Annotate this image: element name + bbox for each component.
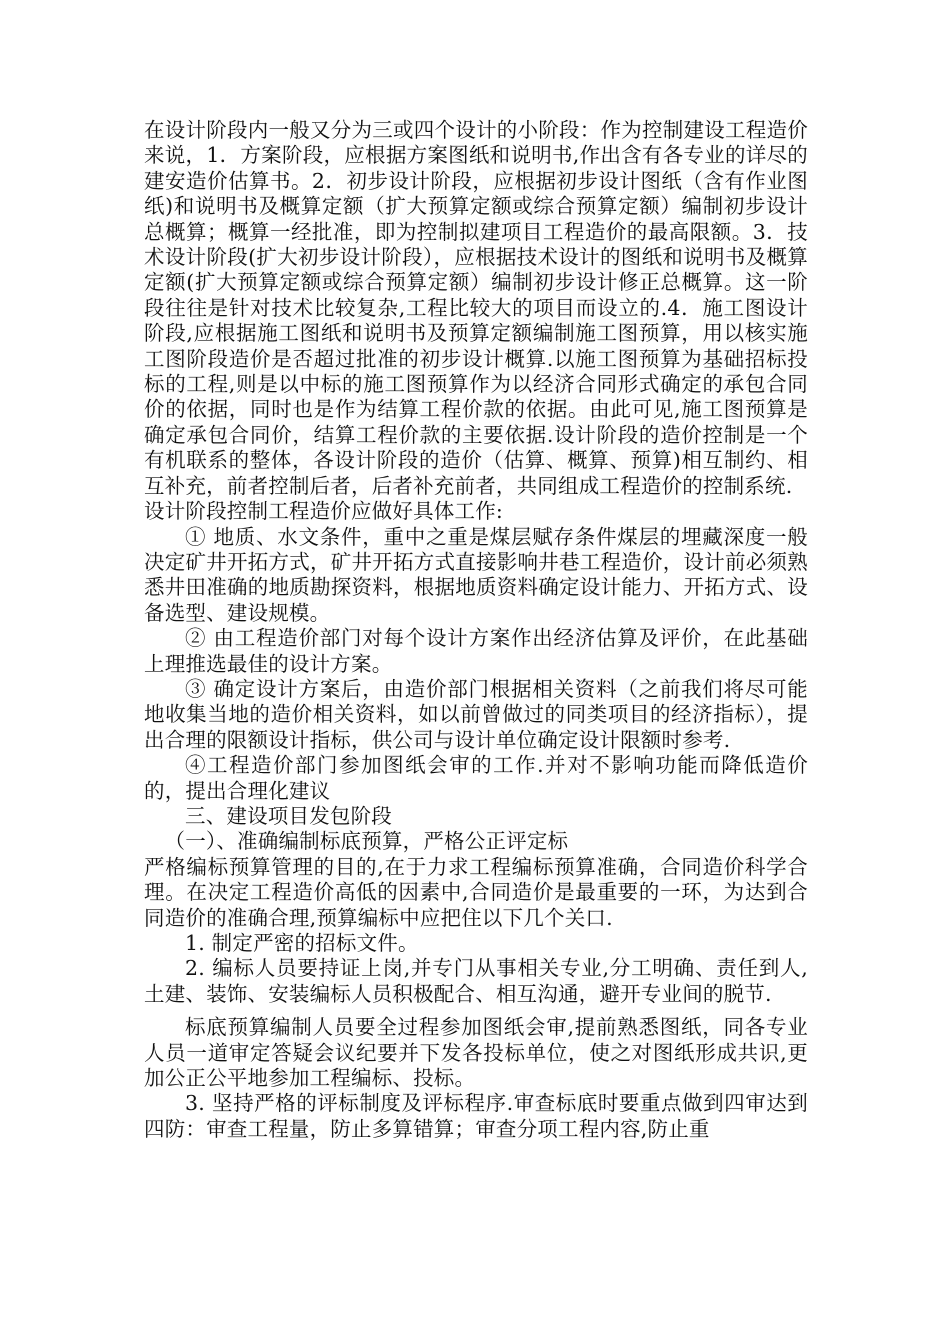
document-page (144, 118, 808, 1142)
list-item-bidding-documents: 1. 制定严密的招标文件。 (185, 931, 419, 955)
paragraph-budget-management: 严格编标预算管理的目的,在于力求工程编标预算准确，合同造价科学合理。在决定工程造价高低的因素中,合同造价是最重要的一环，为达到合同造价的准确合理,预算编标中应把住以下几个关口. (144, 854, 808, 930)
paragraph-drawing-review-staff: 标底预算编制人员要全过程参加图纸会审,提前熟悉图纸，同各专业人员一道审定答疑会议纪要并下发各投标单位，使之对图纸形成共识,更加公正公平地参加工程编标、投标。 (144, 1015, 808, 1091)
list-item-economic-estimate: ② 由工程造价部门对每个设计方案作出经济估算及评价，在此基础上理推选最佳的设计方案。 (144, 626, 808, 676)
list-item-geology: ① 地质、水文条件，重中之重是煤层赋存条件煤层的埋藏深度一般决定矿井开拓方式，矿井开拓方式直接影响井巷工程造价，设计前必须熟悉井田准确的地质勘探资料，根据地质资料确定设计能力、开拓方式、设备选型、建设规模。 (144, 524, 808, 625)
list-item-limit-design: ③ 确定设计方案后，由造价部门根据相关资料（之前我们将尽可能地收集当地的造价相关资料，如以前曾做过的同类项目的经济指标），提出合理的限额设计指标，供公司与设计单位确定设计限额时参考. (144, 676, 808, 752)
paragraph-design-stages: 在设计阶段内一般又分为三或四个设计的小阶段：作为控制建设工程造价来说，1．方案阶段，应根据方案图纸和说明书,作出含有各专业的详尽的建安造价估算书。2．初步设计阶段，应根据初步设计图纸（含有作业图纸)和说明书及概算定额（扩大预算定额或综合预算定额）编制初步设计总概算；概算一经批准，即为控制拟建项目工程造价的最高限额。3．技术设计阶段(扩大初步设计阶段），应根据技术设计的图纸和说明书及概算定额(扩大预算定额或综合预算定额）编制初步设计修正总概算。这一阶段往往是针对技术比较复杂,工程比较大的项目而设立的.4．施工图设计阶段,应根据施工图纸和说明书及预算定额编制施工图预算，用以核实施工图阶段造价是否超过批准的初步设计概算.以施工图预算为基础招标投标的工程,则是以中标的施工图预算作为以经济合同形式确定的承包合同价的依据，同时也是作为结算工程价款的依据。由此可见,施工图预算是确定承包合同价，结算工程价款的主要依据.设计阶段的造价控制是一个有机联系的整体，各设计阶段的造价（估算、概算、预算)相互制约、相互补充，前者控制后者，后者补充前者，共同组成工程造价的控制系统. (144, 118, 808, 498)
paragraph-design-work-intro: 设计阶段控制工程造价应做好具体工作: (144, 499, 504, 524)
section-heading-bidding: 三、建设项目发包阶段 (185, 803, 392, 828)
list-item-certified-staff: 2. 编标人员要持证上岗,并专门从事相关专业,分工明确、责任到人,土建、装饰、安装编标人员积极配合、相互沟通，避开专业间的脱节. (144, 956, 808, 1006)
subsection-heading-tender-budget: （一）、准确编制标底预算，严格公正评定标 (164, 829, 569, 854)
list-item-drawing-review: ④工程造价部门参加图纸会审的工作.并对不影响功能而降低造价的，提出合理化建议 (144, 753, 808, 803)
list-item-evaluation-procedure: 3. 坚持严格的评标制度及评标程序.审查标底时要重点做到四审达到四防：审查工程量，防止多算错算；审查分项工程内容,防止重 (144, 1091, 808, 1141)
